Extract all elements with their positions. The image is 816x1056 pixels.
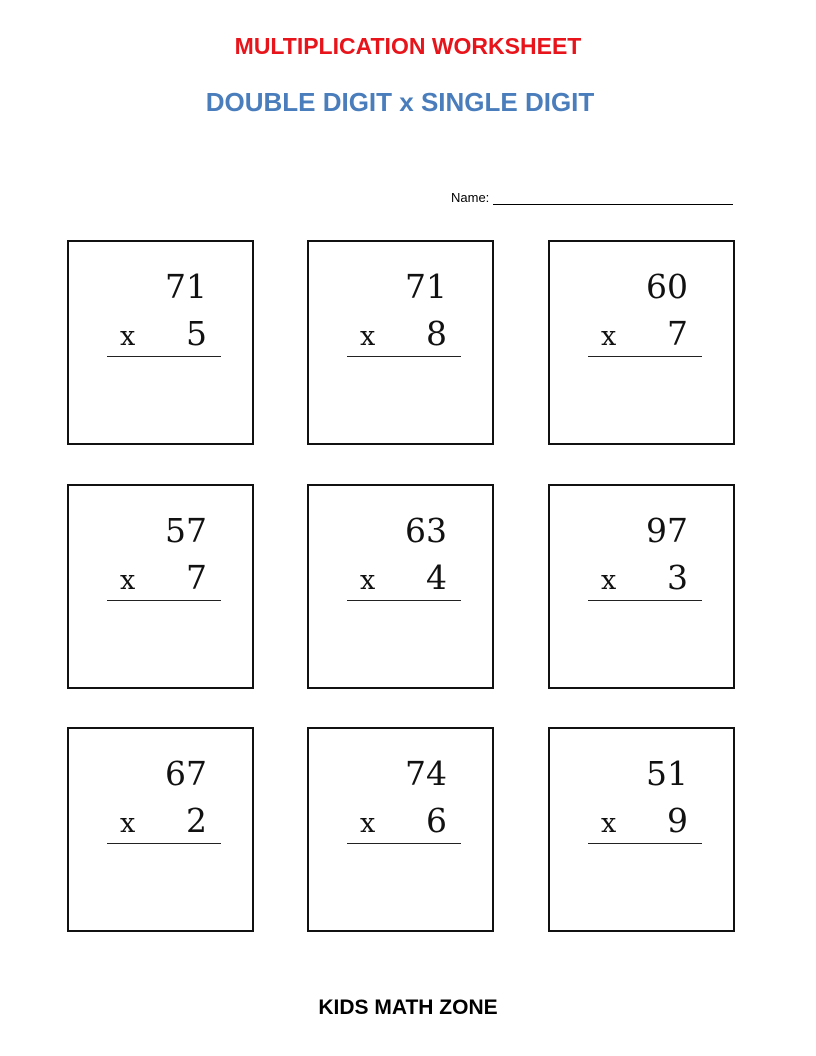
- footer-brand: KIDS MATH ZONE: [318, 996, 498, 1019]
- multiplicand: 71: [405, 267, 447, 306]
- multiplicand: 67: [165, 754, 207, 793]
- name-label: Name:: [451, 190, 490, 205]
- multiplier: 2: [186, 801, 207, 840]
- multiplicand: 71: [165, 267, 207, 306]
- multiplier: 7: [186, 558, 207, 597]
- answer-line: [107, 356, 221, 357]
- answer-line: [347, 843, 461, 844]
- answer-line: [107, 600, 221, 601]
- problem-card: [548, 240, 735, 445]
- name-field: [451, 186, 733, 206]
- multiply-sign: x: [120, 565, 136, 596]
- multiplier: 6: [426, 801, 447, 840]
- multiplier: 5: [186, 314, 207, 353]
- multiplier: 9: [667, 801, 688, 840]
- worksheet-title: MULTIPLICATION WORKSHEET: [234, 33, 582, 59]
- problem-card: [307, 484, 494, 689]
- answer-line: [588, 600, 702, 601]
- multiply-sign: x: [601, 808, 617, 839]
- multiplicand: 51: [646, 754, 688, 793]
- problem-card: [548, 484, 735, 689]
- multiply-sign: x: [360, 808, 376, 839]
- multiply-sign: x: [601, 321, 617, 352]
- multiplicand: 97: [646, 511, 688, 550]
- answer-line: [107, 843, 221, 844]
- problem-card: [67, 484, 254, 689]
- answer-line: [588, 843, 702, 844]
- multiply-sign: x: [360, 321, 376, 352]
- multiplicand: 57: [165, 511, 207, 550]
- multiplicand: 63: [405, 511, 447, 550]
- multiplicand: 60: [646, 267, 688, 306]
- answer-line: [347, 356, 461, 357]
- multiplier: 4: [426, 558, 447, 597]
- problem-card: [307, 240, 494, 445]
- name-line[interactable]: [493, 203, 733, 205]
- multiplicand: 74: [405, 754, 447, 793]
- worksheet-subtitle: DOUBLE DIGIT x SINGLE DIGIT: [205, 87, 595, 117]
- multiplier: 7: [667, 314, 688, 353]
- problem-card: [67, 240, 254, 445]
- problem-card: [307, 727, 494, 932]
- multiplier: 8: [426, 314, 447, 353]
- problem-grid: [67, 240, 740, 934]
- multiply-sign: x: [120, 321, 136, 352]
- multiplier: 3: [667, 558, 688, 597]
- multiply-sign: x: [360, 565, 376, 596]
- multiply-sign: x: [120, 808, 136, 839]
- answer-line: [588, 356, 702, 357]
- problem-card: [548, 727, 735, 932]
- multiply-sign: x: [601, 565, 617, 596]
- problem-card: [67, 727, 254, 932]
- answer-line: [347, 600, 461, 601]
